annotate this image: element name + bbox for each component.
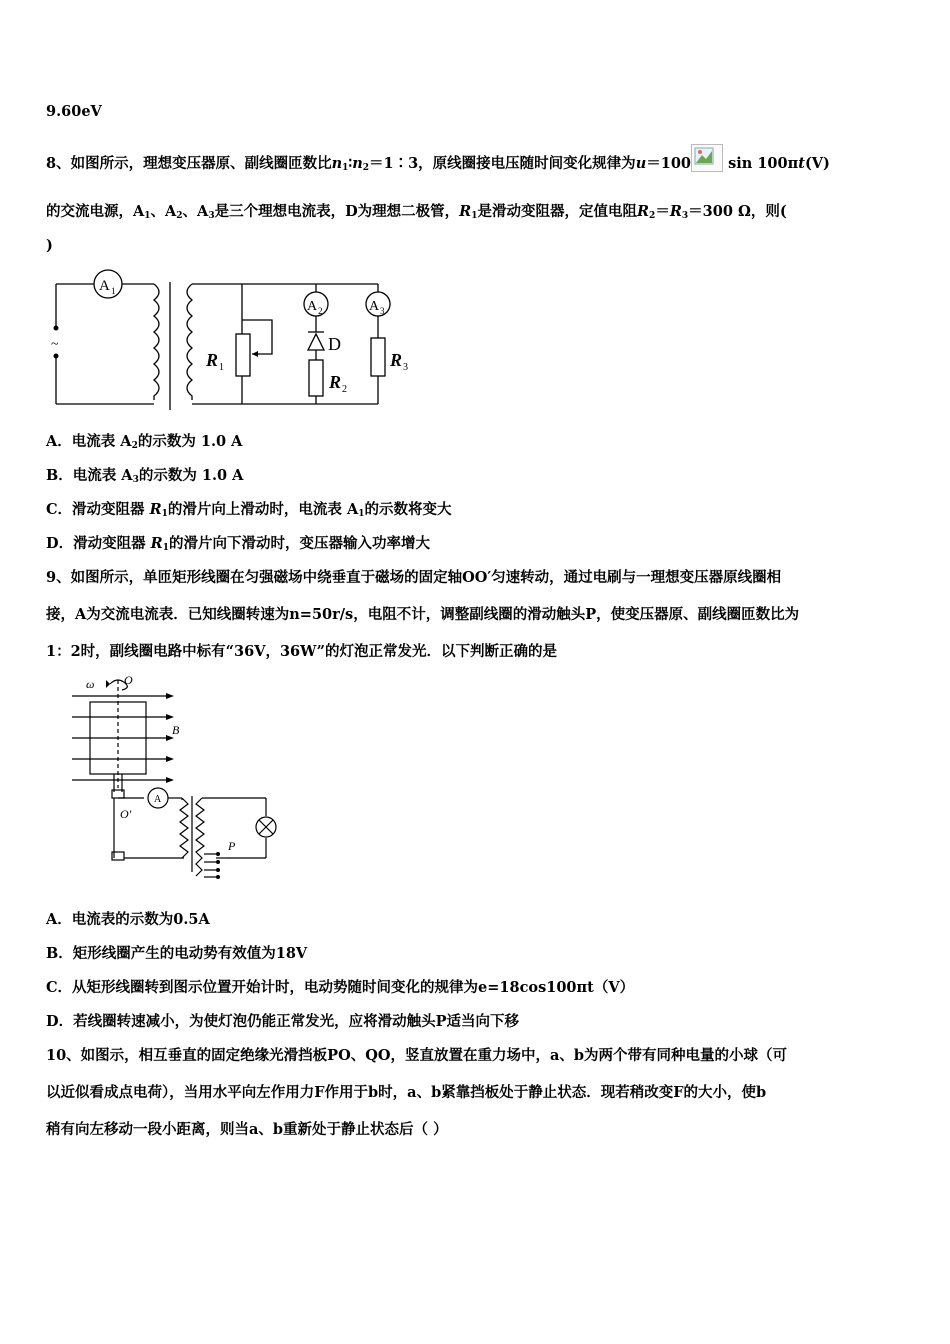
q10-line2: 以近似看成点电荷），当用水平向左作用力F作用于b时，a、b紧靠挡板处于静止状态．现若稍改变F的大小，使b xyxy=(46,1084,767,1101)
q8-option-b: B．电流表 $A_3$的示数为 1.0 A xyxy=(46,467,244,485)
svg-text:2: 2 xyxy=(342,384,347,395)
svg-text:A: A xyxy=(99,278,110,294)
q8-line2: 的交流电源，$A_1$、$A_2$、$A_3$是三个理想电流表，D为理想二极管，$R_1$是滑动变阻器，定值电阻$R_2=R_3=300$ Ω，则( xyxy=(46,203,787,221)
header-value: 9.60eV xyxy=(46,103,102,120)
q8-option-c: C．滑动变阻器 $R_1$的滑片向上滑动时，电流表 $A_1$的示数将变大 xyxy=(46,501,452,519)
svg-text:A: A xyxy=(154,794,162,805)
svg-text:O: O xyxy=(124,673,133,687)
svg-text:2: 2 xyxy=(318,306,323,316)
svg-text:3: 3 xyxy=(380,306,385,316)
q9-option-d: D．若线圈转速减小，为使灯泡仍能正常发光，应将滑动触头P适当向下移 xyxy=(46,1013,519,1030)
svg-text:~: ~ xyxy=(51,337,59,352)
q10-line3: 稍有向左移动一段小距离，则当a、b重新处于静止状态后（ ） xyxy=(46,1121,448,1138)
svg-text:R: R xyxy=(329,372,342,392)
q10-line1: 10、如图示，相互垂直的固定绝缘光滑挡板PO、QO，竖直放置在重力场中，a、b为两个带有同种电量的小球（可 xyxy=(46,1047,788,1064)
q9-option-b: B．矩形线圈产生的电动势有效值为18V xyxy=(46,945,308,962)
svg-text:O′: O′ xyxy=(120,807,132,821)
q9-generator-diagram xyxy=(66,672,296,884)
svg-text:B: B xyxy=(172,723,180,737)
svg-text:A: A xyxy=(369,299,380,314)
q8-line3: ) xyxy=(46,237,53,254)
q9-option-a: A．电流表的示数为0.5A xyxy=(46,911,210,928)
q9-option-c: C．从矩形线圈转到图示位置开始计时，电动势随时间变化的规律为e=18cos100πt（V） xyxy=(46,979,635,996)
q8-option-a: A．电流表 $A_2$的示数为 1.0 A xyxy=(46,433,243,451)
svg-text:D: D xyxy=(328,334,341,354)
q9-line1: 9、如图所示，单匝矩形线圈在匀强磁场中绕垂直于磁场的固定轴OO′匀速转动，通过电刷与一理想变压器原线圈相 xyxy=(46,569,782,586)
svg-text:1: 1 xyxy=(111,286,116,296)
svg-text:1: 1 xyxy=(219,362,224,373)
svg-text:P: P xyxy=(228,839,236,853)
svg-text:R: R xyxy=(390,350,403,370)
broken-image-icon xyxy=(691,144,723,172)
svg-text:R: R xyxy=(206,350,219,370)
q9-line3: 1：2时，副线圈电路中标有“36V，36W”的灯泡正常发光．以下判断正确的是 xyxy=(46,643,558,660)
q8-option-d: D．滑动变阻器 $R_1$的滑片向下滑动时，变压器输入功率增大 xyxy=(46,535,430,553)
q9-line2: 接，A为交流电流表．已知线圈转速为n=50r/s，电阻不计，调整副线圈的滑动触头P，使变压器原、副线圈匝数比为 xyxy=(46,606,800,623)
svg-text:ω: ω xyxy=(86,677,95,691)
svg-text:A: A xyxy=(307,299,318,314)
q8-circuit-diagram xyxy=(46,266,426,416)
svg-text:3: 3 xyxy=(403,362,408,373)
q8-line1: 8、如图所示，理想变压器原、副线圈匝数比$n_1∶n_2=1∶3$，原线圈接电压随时间变化规律为u＝100 sin 100πt(V) xyxy=(46,150,830,178)
